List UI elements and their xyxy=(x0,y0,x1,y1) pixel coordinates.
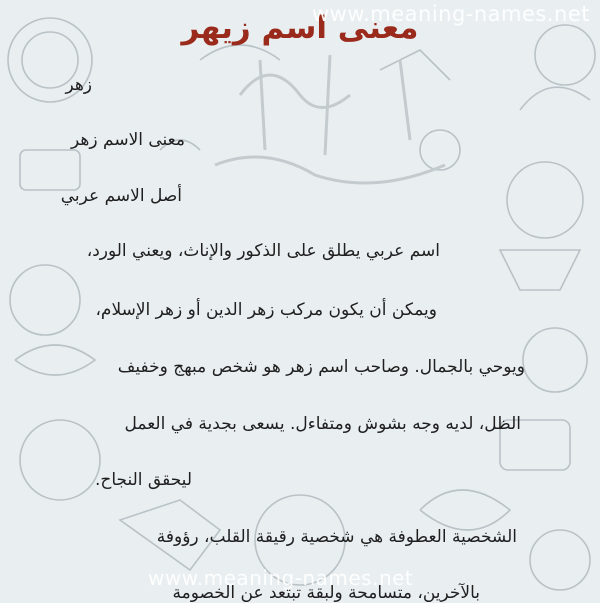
site-watermark-top: www.meaning-names.net xyxy=(311,2,590,26)
site-watermark-bottom: www.meaning-names.net xyxy=(148,566,414,590)
description-line-6: الشخصية العطوفة هي شخصية رقيقة القلب، رؤوفة xyxy=(156,527,517,547)
description-line-5: ليحقق النجاح. xyxy=(94,470,192,490)
description-line-1: اسم عربي يطلق على الذكور والإناث، ويعني الورد، xyxy=(86,241,440,261)
name-heading-line: زهر xyxy=(65,75,92,95)
description-line-2: ويمكن أن يكون مركب زهر الدين أو زهر الإسلام، xyxy=(95,300,437,320)
description-line-7: بالآخرين، متسامحة ولبقة تبتعد عن الخصومة xyxy=(172,583,480,603)
meaning-heading-line: معنى الاسم زهر xyxy=(71,130,185,150)
page-title: معنى اسم زيهر xyxy=(181,10,419,46)
origin-line: أصل الاسم عربي xyxy=(60,186,182,206)
description-line-3: ويوحي بالجمال. وصاحب اسم زهر هو شخص مبهج وخفيف xyxy=(117,357,525,377)
description-line-4: الظل، لديه وجه بشوش ومتفاءل. يسعى بجدية في العمل xyxy=(124,414,521,434)
